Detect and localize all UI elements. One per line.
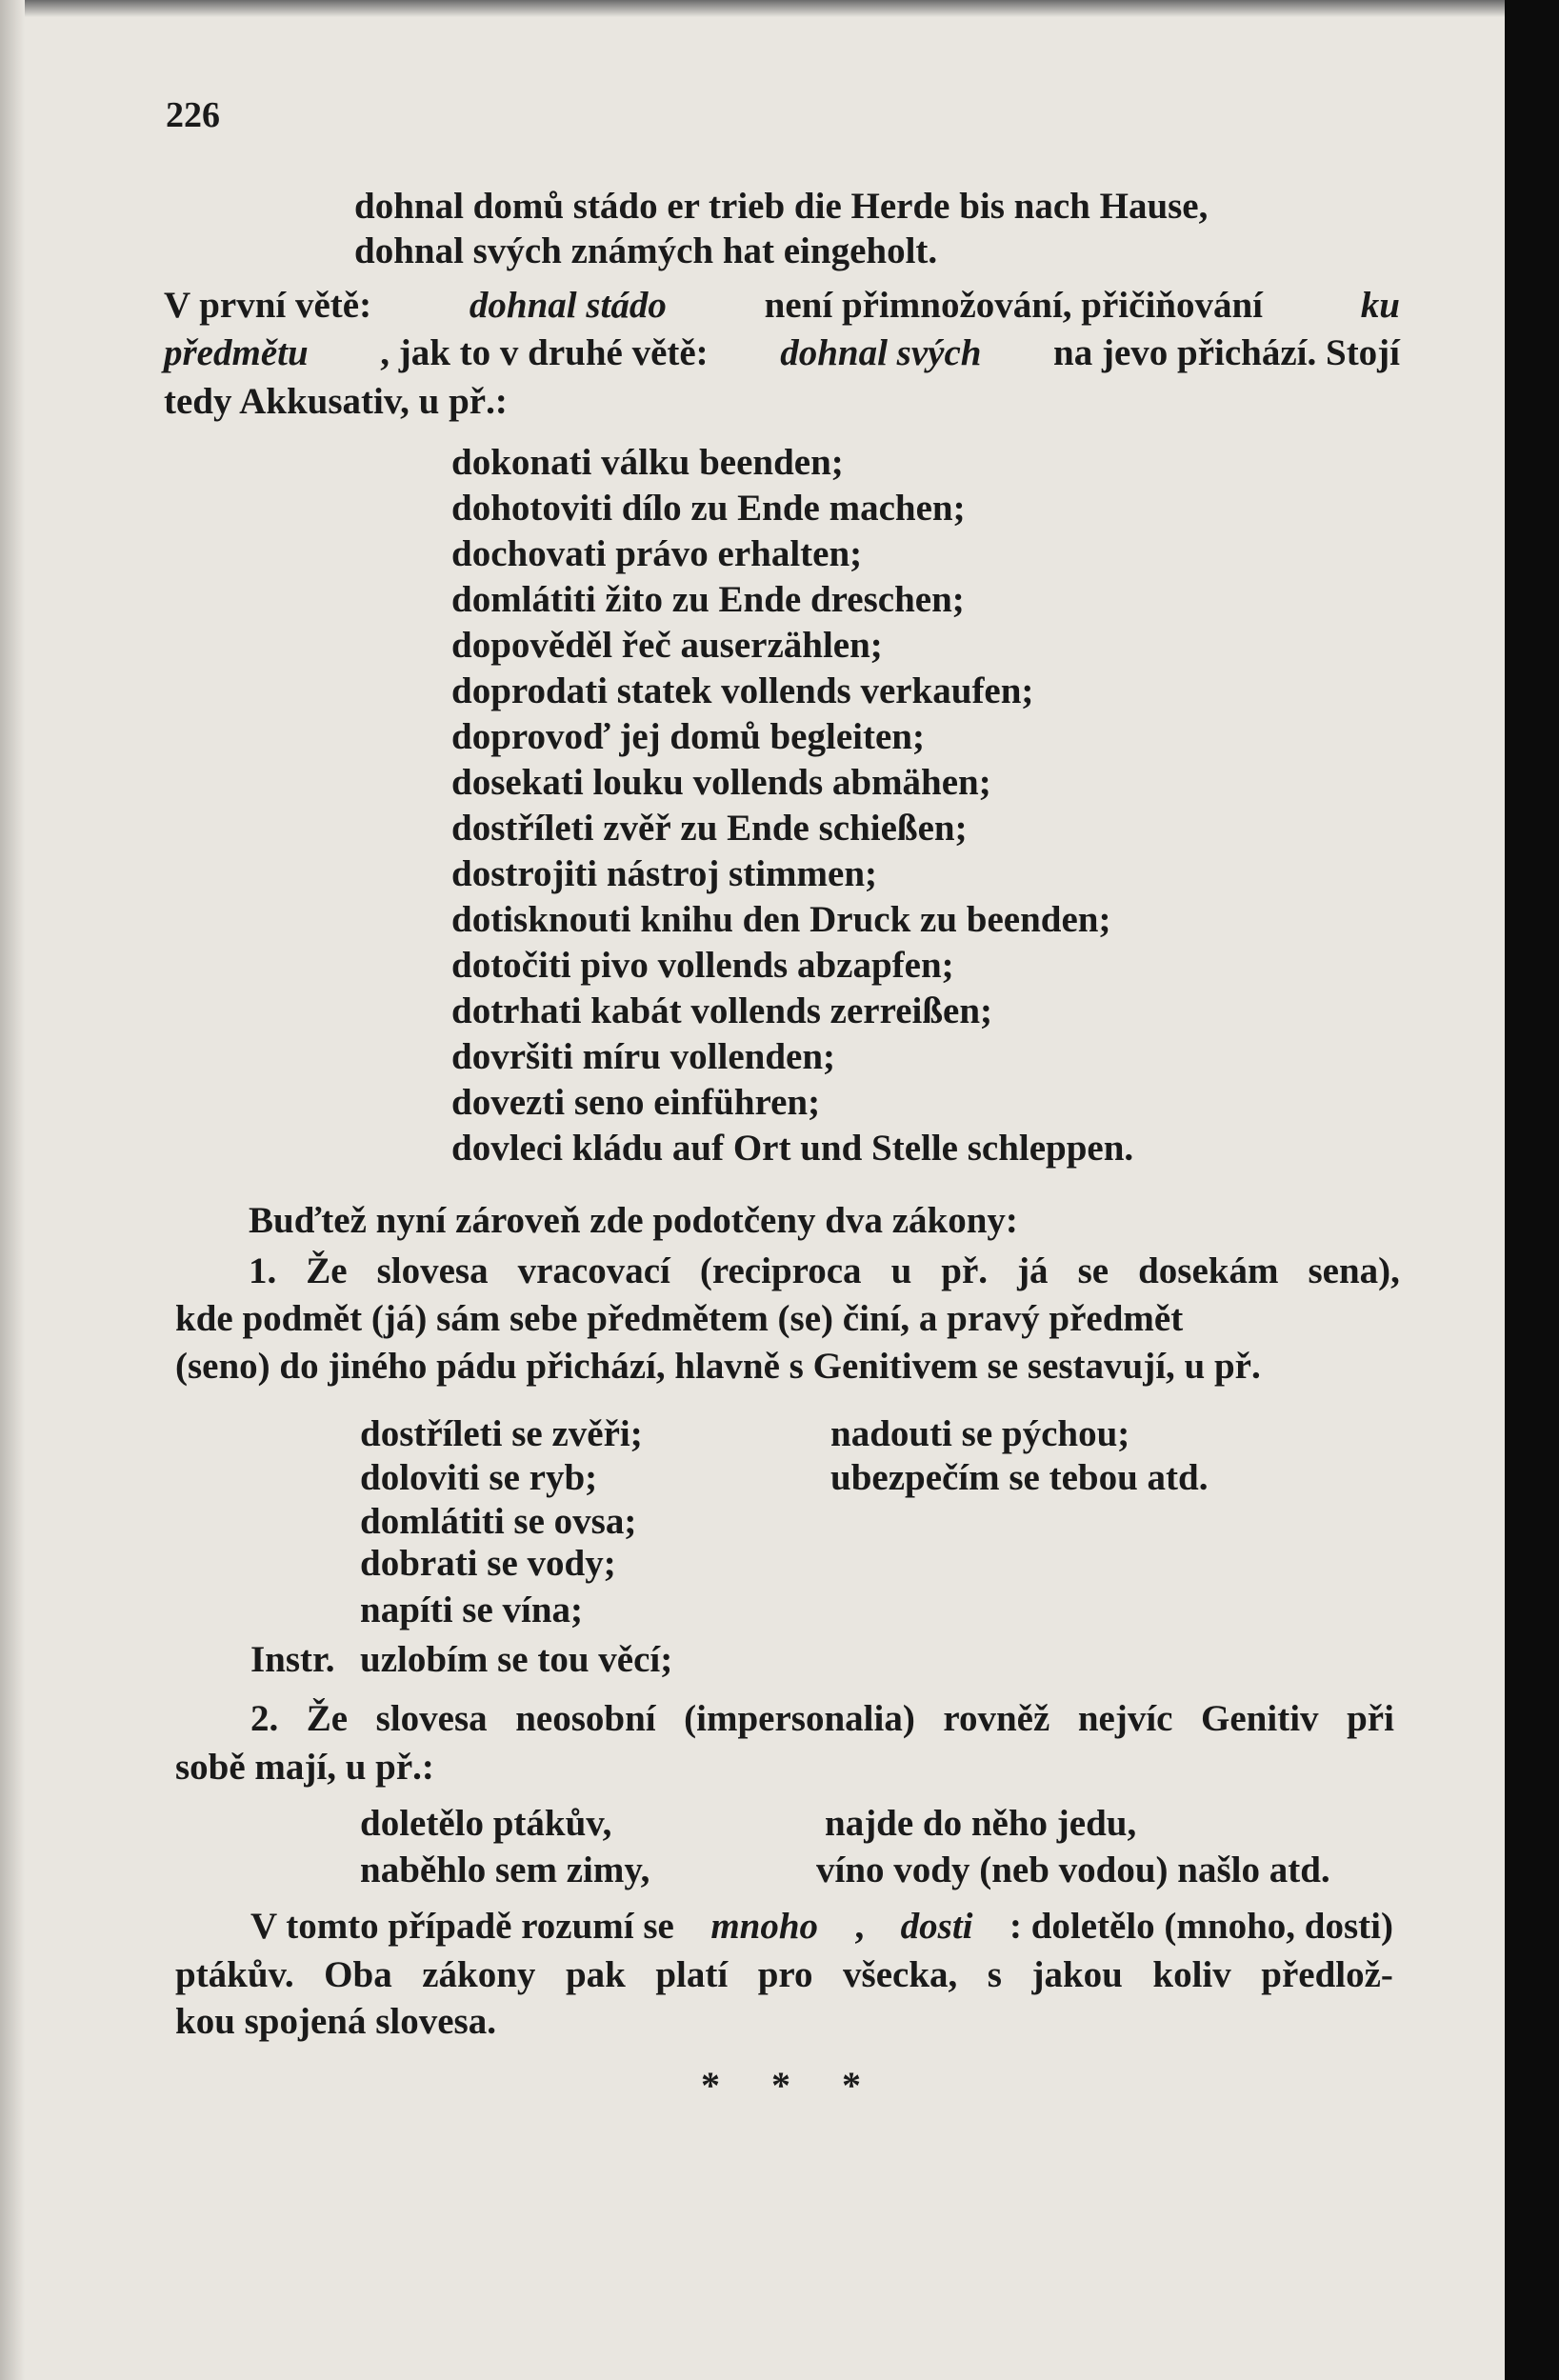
- final-l1-e: : doletělo (mnoho, dosti): [1009, 1906, 1393, 1947]
- law1-example-right: ubezpečím se tebou atd.: [830, 1457, 1209, 1498]
- law1-line-3: (seno) do jiného pádu přichází, hlavně s Genitivem se sestavují, u př.: [175, 1346, 1261, 1387]
- para1-l2-a: předmětu: [164, 332, 309, 373]
- example-line: dochovati právo erhalten;: [451, 533, 863, 574]
- law1-example-left: doloviti se ryb;: [360, 1457, 598, 1498]
- law1-line-2: kde podmět (já) sám sebe předmětem (se) činí, a pravý předmět: [175, 1298, 1184, 1339]
- law1-example-left: dostříleti se zvěři;: [360, 1413, 643, 1454]
- law1-line-1: 1. Že slovesa vracovací (reciproca u př. já se dosekám sena),: [249, 1250, 1400, 1291]
- law1-example-left: dobrati se vody;: [360, 1543, 616, 1584]
- example-line: dostrojiti nástroj stimmen;: [451, 853, 878, 894]
- law2-example-left: doletělo ptákův,: [360, 1803, 612, 1844]
- example-line: dotočiti pivo vollends abzapfen;: [451, 945, 954, 986]
- example-line: domlátiti žito zu Ende dreschen;: [451, 579, 965, 620]
- example-line: dotrhati kabát vollends zerreißen;: [451, 990, 993, 1031]
- law2-example-right: víno vody (neb vodou) našlo atd.: [816, 1850, 1330, 1890]
- para1-l1-b: dohnal stádo: [469, 285, 667, 326]
- example-line: dostříleti zvěř zu Ende schießen;: [451, 808, 968, 849]
- example-line: doprovoď jej domů begleiten;: [451, 716, 925, 757]
- final-line-2: ptákův. Oba zákony pak platí pro všecka, s jakou koliv předlož-: [175, 1954, 1393, 1995]
- example-line: dovezti seno einführen;: [451, 1082, 821, 1123]
- example-line: dotisknouti knihu den Druck zu beenden;: [451, 899, 1111, 940]
- para1-l1-d: ku: [1360, 285, 1400, 326]
- law1-example-left: uzlobím se tou věcí;: [360, 1639, 673, 1680]
- para1-l1-a: V první větě:: [164, 285, 372, 326]
- final-l1-d: dosti: [900, 1906, 973, 1947]
- page-number: 226: [166, 95, 220, 135]
- law1-instr-label: Instr.: [250, 1639, 335, 1680]
- final-l1-a: V tomto případě rozumí se: [250, 1906, 674, 1947]
- intro-line-2: dohnal svých známých hat eingeholt.: [354, 230, 938, 271]
- law2-line-1: 2. Že slovesa neosobní (impersonalia) rovněž nejvíc Genitiv při: [250, 1698, 1394, 1739]
- example-line: dovleci kládu auf Ort und Stelle schleppen.: [451, 1128, 1134, 1169]
- example-line: doprodati statek vollends verkaufen;: [451, 670, 1034, 711]
- example-line: dovršiti míru vollenden;: [451, 1036, 836, 1077]
- para1-l2-c: dohnal svých: [780, 332, 982, 373]
- law1-example-left: domlátiti se ovsa;: [360, 1501, 637, 1542]
- law1-example-left: napíti se vína;: [360, 1590, 584, 1630]
- para1-l2-b: , jak to v druhé větě:: [380, 332, 709, 373]
- law2-example-right: najde do něho jedu,: [825, 1803, 1137, 1844]
- final-line-3: kou spojená slovesa.: [175, 2001, 496, 2042]
- final-l1-b: mnoho: [710, 1906, 819, 1947]
- para1-line-1: [164, 287, 1400, 324]
- law2-line-2: sobě mají, u př.:: [175, 1747, 434, 1788]
- final-l1-c: ,: [854, 1906, 865, 1947]
- law2-example-left: naběhlo sem zimy,: [360, 1850, 650, 1890]
- scan-border-right: [1505, 0, 1559, 2380]
- para1-line-2: [164, 334, 1400, 371]
- para1-line-3: tedy Akkusativ, u př.:: [164, 381, 508, 422]
- example-line: dosekati louku vollends abmähen;: [451, 762, 991, 803]
- intro-line-1: dohnal domů stádo er trieb die Herde bis nach Hause,: [354, 186, 1209, 227]
- example-line: dohotoviti dílo zu Ende machen;: [451, 488, 966, 529]
- final-line-1: [250, 1908, 1393, 1945]
- example-line: dokonati válku beenden;: [451, 442, 844, 483]
- laws-intro: Buďtež nyní zároveň zde podotčeny dva zákony:: [249, 1200, 1018, 1241]
- para1-l2-d: na jevo přichází. Stojí: [1053, 332, 1400, 373]
- example-line: dopověděl řeč auserzählen;: [451, 625, 883, 666]
- section-stars: * * *: [701, 2064, 882, 2107]
- para1-l1-c: není přimnožování, přičiňování: [764, 285, 1263, 326]
- law1-example-right: nadouti se pýchou;: [830, 1413, 1130, 1454]
